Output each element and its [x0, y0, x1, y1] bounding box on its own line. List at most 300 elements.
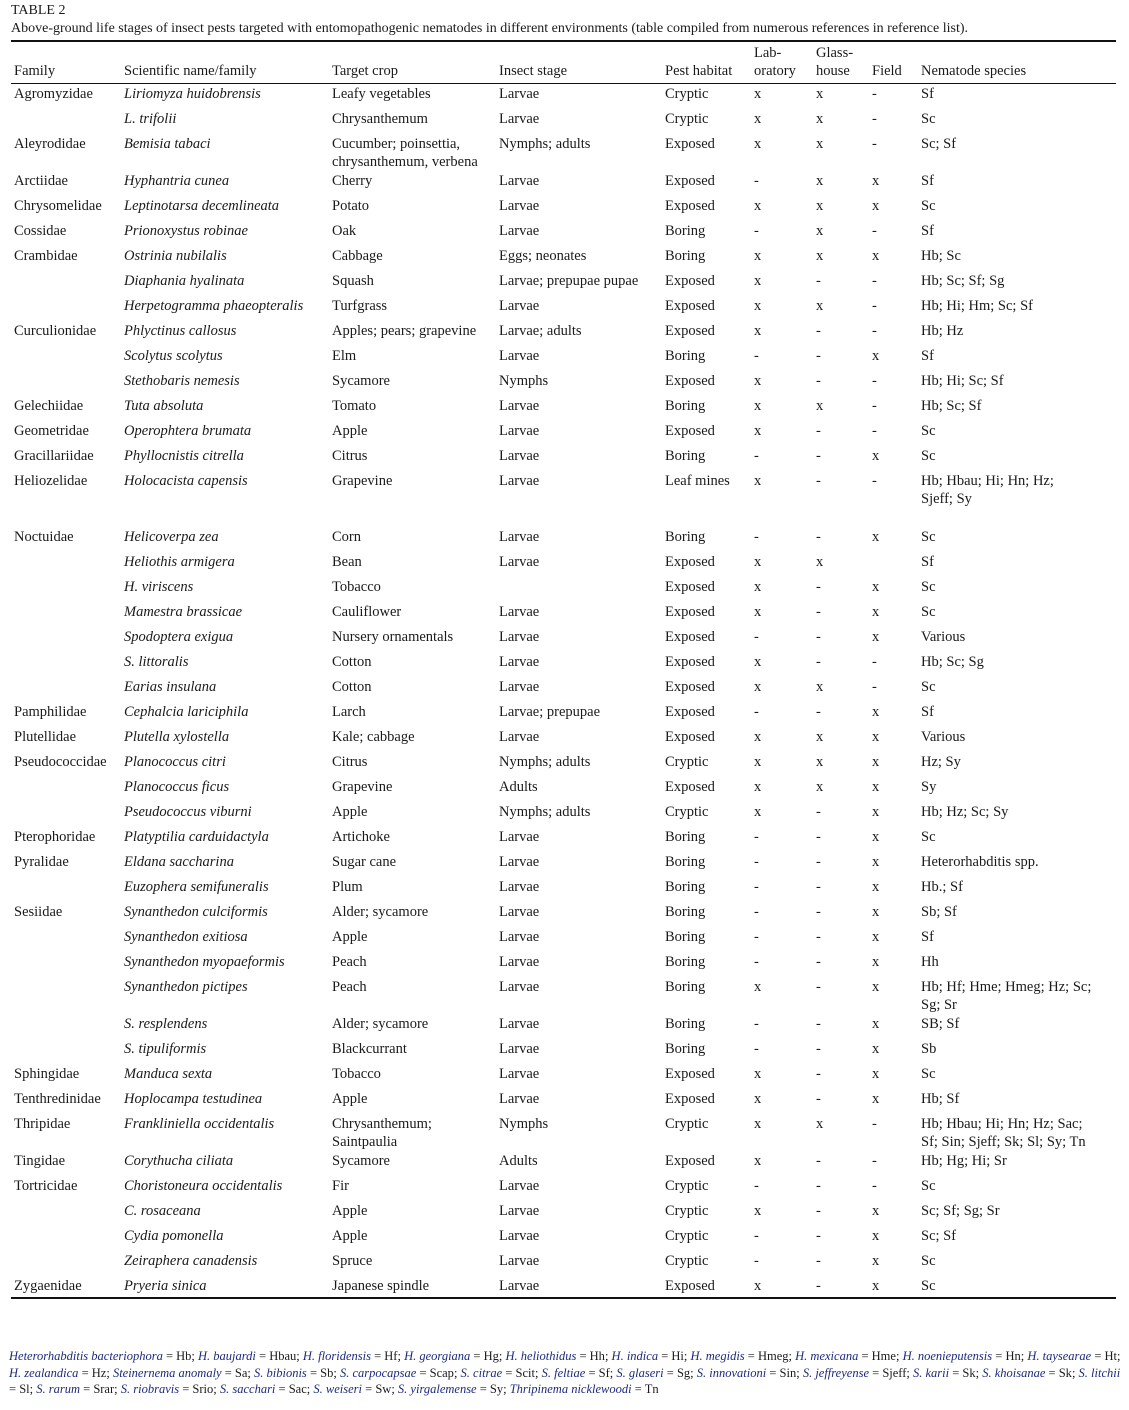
cell-family: Sphingidae [14, 1065, 80, 1082]
cell-laboratory: x [754, 653, 762, 670]
cell-field: x [872, 1040, 880, 1057]
cell-insect-stage: Larvae [499, 1177, 540, 1194]
cell-field: x [872, 803, 880, 820]
cell-glasshouse: - [816, 803, 821, 820]
table-row [11, 271, 1116, 296]
cell-scientific-name: Planococcus ficus [124, 778, 230, 795]
cell-family: Curculionidae [14, 322, 97, 339]
cell-nematode-species: SB; Sf [921, 1015, 960, 1032]
cell-pest-habitat: Exposed [665, 297, 715, 314]
cell-laboratory: - [754, 953, 759, 970]
footnote-abbreviation: Hmeg [757, 1349, 789, 1363]
cell-target-crop: Tobacco [332, 578, 381, 595]
cell-laboratory: - [754, 828, 759, 845]
table-caption: Above-ground life stages of insect pests targeted with entomopathogenic nematodes in different environments (table compiled from numerous references in reference list). [11, 21, 968, 36]
cell-pest-habitat: Boring [665, 1040, 706, 1057]
cell-nematode-species: Hb; Hi; Hm; Sc; Sf [921, 297, 1033, 314]
cell-family: Heliozelidae [14, 472, 88, 489]
cell-pest-habitat: Exposed [665, 703, 715, 720]
cell-glasshouse: - [816, 1277, 821, 1294]
table-row [11, 977, 1116, 1014]
cell-glasshouse: - [816, 447, 821, 464]
cell-insect-stage: Larvae; prepupae [499, 703, 601, 720]
table-row [11, 1151, 1116, 1176]
cell-scientific-name: Stethobaris nemesis [124, 372, 240, 389]
cell-scientific-name: Cydia pomonella [124, 1227, 224, 1244]
cell-scientific-name: Earias insulana [124, 678, 217, 695]
cell-nematode-species: Hb; Hg; Hi; Sr [921, 1152, 1007, 1169]
cell-scientific-name: L. trifolii [124, 110, 177, 127]
cell-target-crop: Peach [332, 978, 367, 995]
footnote-species-name: Heterorhabditis bacteriophora [9, 1349, 163, 1363]
cell-pest-habitat: Exposed [665, 678, 715, 695]
footnote-species-name: H. mexicana [795, 1349, 859, 1363]
cell-field: x [872, 347, 880, 364]
cell-glasshouse: - [816, 1177, 821, 1194]
cell-field: x [872, 703, 880, 720]
cell-scientific-name: Hoplocampa testudinea [124, 1090, 263, 1107]
cell-target-crop: Sugar cane [332, 853, 397, 870]
cell-family: Cossidae [14, 222, 67, 239]
cell-family [11, 371, 121, 396]
cell-pest-habitat: Boring [665, 1015, 706, 1032]
cell-laboratory: - [754, 528, 759, 545]
cell-laboratory: x [754, 297, 762, 314]
footnote-abbreviation: Sy [489, 1382, 504, 1396]
cell-field: - [872, 653, 877, 670]
cell-nematode-species: Sc [921, 1252, 936, 1269]
cell-laboratory: x [754, 322, 762, 339]
cell-insect-stage: Larvae [499, 903, 540, 920]
cell-target-crop: Potato [332, 197, 370, 214]
cell-scientific-name: Leptinotarsa decemlineata [124, 197, 280, 214]
cell-nematode-species: Sc; Sf [921, 135, 957, 152]
cell-scientific-name: Phyllocnistis citrella [124, 447, 244, 464]
cell-family: Plutellidae [14, 728, 77, 745]
cell-family [11, 1201, 121, 1226]
cell-glasshouse: x [816, 247, 824, 264]
footnote-abbreviation: Hh [589, 1349, 605, 1363]
cell-insect-stage: Adults [499, 1152, 538, 1169]
cell-nematode-species: Sc [921, 197, 936, 214]
cell-insect-stage: Larvae [499, 197, 540, 214]
cell-pest-habitat: Exposed [665, 578, 715, 595]
cell-pest-habitat: Boring [665, 928, 706, 945]
cell-field: x [872, 728, 880, 745]
cell-pest-habitat: Exposed [665, 1277, 715, 1294]
cell-target-crop: Apple [332, 1090, 368, 1107]
cell-laboratory: x [754, 197, 762, 214]
cell-insect-stage: Larvae [499, 628, 540, 645]
cell-nematode-species: Sf [921, 222, 934, 239]
cell-insect-stage: Larvae [499, 1252, 540, 1269]
cell-scientific-name: Scolytus scolytus [124, 347, 223, 364]
cell-target-crop: Bean [332, 553, 362, 570]
cell-insect-stage: Larvae [499, 528, 540, 545]
cell-field: - [872, 422, 877, 439]
cell-scientific-name: Pseudococcus viburni [124, 803, 252, 820]
cell-glasshouse: - [816, 603, 821, 620]
cell-target-crop: Cauliflower [332, 603, 402, 620]
cell-laboratory: x [754, 678, 762, 695]
cell-laboratory: x [754, 778, 762, 795]
cell-nematode-species: Sf [921, 703, 934, 720]
cell-pest-habitat: Exposed [665, 197, 715, 214]
cell-scientific-name: Bemisia tabaci [124, 135, 211, 152]
cell-insect-stage: Larvae [499, 953, 540, 970]
cell-laboratory: x [754, 728, 762, 745]
cell-field: x [872, 172, 880, 189]
cell-nematode-species: Hb; Hi; Sc; Sf [921, 372, 1004, 389]
table-row [11, 471, 1116, 527]
cell-scientific-name: H. viriscens [124, 578, 194, 595]
cell-family [11, 927, 121, 952]
cell-laboratory: x [754, 1152, 762, 1169]
cell-pest-habitat: Cryptic [665, 753, 709, 770]
cell-glasshouse: - [816, 272, 821, 289]
footnote-species-name: Steinernema anomaly [112, 1365, 222, 1380]
header-laboratory: Lab- oratory [754, 45, 796, 79]
cell-laboratory: - [754, 1015, 759, 1032]
cell-glasshouse: - [816, 628, 821, 645]
cell-laboratory: x [754, 110, 762, 127]
cell-insect-stage: Nymphs [499, 1115, 549, 1132]
cell-laboratory: x [754, 272, 762, 289]
table-row [11, 134, 1116, 171]
cell-nematode-species: Sc [921, 1065, 936, 1082]
cell-pest-habitat: Boring [665, 247, 706, 264]
footnote-species-name: H. floridensis [302, 1349, 371, 1363]
cell-target-crop: Grapevine [332, 778, 393, 795]
cell-glasshouse: x [816, 297, 824, 314]
cell-glasshouse: - [816, 1040, 821, 1057]
cell-target-crop: Apple [332, 928, 368, 945]
cell-field: x [872, 778, 880, 795]
table-row [11, 1064, 1116, 1089]
footnote-abbreviation: Sb [320, 1365, 334, 1380]
cell-glasshouse: - [816, 903, 821, 920]
cell-scientific-name: S. tipuliformis [124, 1040, 207, 1057]
cell-scientific-name: Planococcus citri [124, 753, 226, 770]
cell-laboratory: x [754, 578, 762, 595]
cell-family: Noctuidae [14, 528, 74, 545]
cell-target-crop: Apples; pears; grapevine [332, 322, 477, 339]
cell-glasshouse: - [816, 1015, 821, 1032]
cell-field: x [872, 753, 880, 770]
cell-laboratory: x [754, 1090, 762, 1107]
footnote-species-name: H. heliothidus [505, 1349, 577, 1363]
cell-insect-stage: Larvae [499, 1090, 540, 1107]
table-row [11, 577, 1116, 602]
cell-family [11, 977, 121, 1014]
cell-nematode-species: Sc [921, 603, 936, 620]
cell-laboratory: x [754, 603, 762, 620]
cell-nematode-species: Hh [921, 953, 939, 970]
footnote-species-name: H. noenieputensis [902, 1349, 993, 1363]
cell-laboratory: - [754, 347, 759, 364]
cell-pest-habitat: Cryptic [665, 110, 709, 127]
cell-field: x [872, 247, 880, 264]
table-row [11, 927, 1116, 952]
cell-glasshouse: x [816, 753, 824, 770]
cell-laboratory: - [754, 1252, 759, 1269]
cell-field: x [872, 1277, 880, 1294]
cell-pest-habitat: Exposed [665, 135, 715, 152]
cell-glasshouse: - [816, 472, 821, 489]
cell-laboratory: x [754, 135, 762, 152]
cell-family: Chrysomelidae [14, 197, 102, 214]
cell-field: - [872, 322, 877, 339]
cell-target-crop: Alder; sycamore [332, 903, 429, 920]
cell-family: Thripidae [14, 1115, 71, 1132]
cell-field: - [872, 1152, 877, 1169]
cell-field: - [872, 86, 877, 102]
cell-target-crop: Chrysanthemum [332, 110, 428, 127]
cell-field: - [872, 678, 877, 695]
cell-laboratory: - [754, 447, 759, 464]
cell-family [11, 802, 121, 827]
cell-field: x [872, 603, 880, 620]
cell-nematode-species: Heterorhabditis spp. [921, 853, 1039, 870]
cell-field [869, 552, 918, 577]
cell-target-crop: Tobacco [332, 1065, 381, 1082]
footnote-species-name: Thripinema nicklewoodi [509, 1382, 632, 1396]
table-row [11, 902, 1116, 927]
cell-family [11, 777, 121, 802]
footnote-species-name: S. yirgalemense [397, 1382, 477, 1396]
cell-target-crop: Artichoke [332, 828, 390, 845]
header-scientific-name: Scientific name/family [124, 63, 257, 79]
table-row [11, 552, 1116, 577]
cell-target-crop: Larch [332, 703, 366, 720]
table-label: TABLE 2 [11, 3, 66, 18]
cell-insect-stage: Eggs; neonates [499, 247, 587, 264]
cell-glasshouse: x [816, 86, 824, 102]
cell-pest-habitat: Boring [665, 953, 706, 970]
cell-field: - [872, 110, 877, 127]
table-row [11, 371, 1116, 396]
cell-glasshouse: - [816, 322, 821, 339]
cell-scientific-name: Helicoverpa zea [124, 528, 219, 545]
cell-pest-habitat: Exposed [665, 372, 715, 389]
cell-laboratory: - [754, 1227, 759, 1244]
cell-laboratory: - [754, 1040, 759, 1057]
cell-pest-habitat: Exposed [665, 553, 715, 570]
cell-field: x [872, 528, 880, 545]
cell-pest-habitat: Exposed [665, 1090, 715, 1107]
cell-glasshouse: - [816, 853, 821, 870]
cell-pest-habitat: Exposed [665, 653, 715, 670]
cell-scientific-name: Operophtera brumata [124, 422, 252, 439]
cell-pest-habitat: Cryptic [665, 1252, 709, 1269]
cell-nematode-species: Hb; Sc; Sf; Sg [921, 272, 1005, 289]
cell-target-crop: Cotton [332, 678, 372, 695]
cell-field: x [872, 928, 880, 945]
cell-scientific-name: Prionoxystus robinae [124, 222, 248, 239]
footnote-abbreviation: Hg [483, 1349, 499, 1363]
cell-family: Gelechiidae [14, 397, 84, 414]
table-row [11, 346, 1116, 371]
cell-scientific-name: Hyphantria cunea [124, 172, 230, 189]
table-row [11, 677, 1116, 702]
cell-field: x [872, 1065, 880, 1082]
cell-glasshouse: - [816, 878, 821, 895]
cell-glasshouse: - [816, 1065, 821, 1082]
table-row [11, 421, 1116, 446]
cell-target-crop: Citrus [332, 753, 368, 770]
table-row [11, 1039, 1116, 1064]
table-row [11, 1201, 1116, 1226]
cell-nematode-species: Sb [921, 1040, 937, 1057]
cell-scientific-name: Zeiraphera canadensis [124, 1252, 258, 1269]
cell-scientific-name: Manduca sexta [124, 1065, 213, 1082]
cell-family [11, 271, 121, 296]
header-family: Family [14, 63, 56, 79]
footnote-abbreviation: Srio [192, 1382, 214, 1396]
cell-field: x [872, 1227, 880, 1244]
cell-laboratory: x [754, 247, 762, 264]
cell-scientific-name: Synanthedon myopaeformis [124, 953, 285, 970]
cell-glasshouse: x [816, 197, 824, 214]
cell-nematode-species: Sc; Sf; Sg; Sr [921, 1202, 1000, 1219]
footnote-species-name: S. citrae [460, 1365, 503, 1380]
cell-field: x [872, 628, 880, 645]
footnote-species-name: S. khoisanae [982, 1365, 1046, 1380]
footnote-species-name: S. rarum [36, 1382, 80, 1396]
cell-scientific-name: Mamestra brassicae [124, 603, 243, 620]
cell-scientific-name: S. littoralis [124, 653, 189, 670]
cell-nematode-species: Hb; Hf; Hme; Hmeg; Hz; Sc; Sg; Sr [921, 978, 1092, 1013]
cell-pest-habitat: Exposed [665, 603, 715, 620]
cell-glasshouse: - [816, 928, 821, 945]
table-row [11, 221, 1116, 246]
cell-pest-habitat: Exposed [665, 272, 715, 289]
cell-family [11, 877, 121, 902]
cell-insect-stage: Larvae; prepupae pupae [499, 272, 639, 289]
cell-scientific-name: Pryeria sinica [124, 1277, 207, 1294]
cell-insect-stage: Larvae [499, 1065, 540, 1082]
cell-field: x [872, 1202, 880, 1219]
abbreviation-footnote: Heterorhabditis bacteriophora = Hb; H. baujardi = Hbau; H. floridensis = Hf; H. georgiana = Hg; H. heliothidus = Hh; H. indica = Hi; H. megidis = Hmeg; H. mexicana = Hme; H. noenieputensis = Hn; H. taysearae = Ht; H. zealandica = Hz; Steinernema anomaly = Sa; S. bibionis = Sb; S. carpocapsae = Scap; S. citrae = Scit; S. feltiae = Sf; S. glaseri = Sg; S. innovationi = Sin; S. jeffreyense = Sjeff; S. karii = Sk; S. khoisanae = Sk; S. litchii = Sl; S. rarum = Srar; S. riobravis = Srio; S. sacchari = Sac; S. weiseri = Sw; S. yirgalemense = Sy; Thripinema nicklewoodi = Tn [9, 1349, 1121, 1396]
cell-family: Pyralidae [14, 853, 69, 870]
footnote-species-name: S. litchii [1078, 1365, 1121, 1380]
cell-target-crop: Spruce [332, 1252, 373, 1269]
footnote-species-name: H. zealandica [9, 1365, 79, 1380]
cell-glasshouse: - [816, 828, 821, 845]
footnote-abbreviation: Scap [429, 1365, 454, 1380]
cell-field: x [872, 1252, 880, 1269]
cell-insect-stage: Larvae [499, 447, 540, 464]
cell-laboratory: - [754, 172, 759, 189]
footnote-abbreviation: Sl [19, 1382, 30, 1396]
cell-family: Sesiidae [14, 903, 63, 920]
pest-nematode-table [11, 40, 1116, 1299]
cell-family [11, 677, 121, 702]
footnote-abbreviation: Sjeff [882, 1365, 907, 1380]
cell-nematode-species: Sc [921, 422, 936, 439]
cell-insect-stage: Larvae [499, 853, 540, 870]
cell-nematode-species: Sc [921, 678, 936, 695]
cell-field: x [872, 978, 880, 995]
cell-insect-stage: Larvae [499, 878, 540, 895]
table-row [11, 802, 1116, 827]
cell-pest-habitat: Exposed [665, 728, 715, 745]
cell-pest-habitat: Exposed [665, 628, 715, 645]
cell-insect-stage: Larvae [499, 978, 540, 995]
cell-target-crop: Corn [332, 528, 361, 545]
cell-scientific-name: Synanthedon pictipes [124, 978, 248, 995]
cell-glasshouse: - [816, 1152, 821, 1169]
cell-family: Pterophoridae [14, 828, 96, 845]
cell-pest-habitat: Boring [665, 222, 706, 239]
cell-nematode-species: Sf [921, 86, 934, 102]
table-row [11, 1276, 1116, 1298]
cell-nematode-species: Sc [921, 1177, 936, 1194]
cell-scientific-name: Frankliniella occidentalis [124, 1115, 275, 1132]
cell-field: - [872, 1177, 877, 1194]
cell-field: - [872, 297, 877, 314]
cell-field: x [872, 853, 880, 870]
footnote-abbreviation: Ht [1104, 1349, 1118, 1363]
footnote-abbreviation: Sac [288, 1382, 307, 1396]
cell-pest-habitat: Boring [665, 397, 706, 414]
table-row [11, 527, 1116, 552]
cell-scientific-name: Phlyctinus callosus [124, 322, 237, 339]
cell-target-crop: Citrus [332, 447, 368, 464]
cell-scientific-name: Tuta absoluta [124, 397, 204, 414]
cell-pest-habitat: Exposed [665, 778, 715, 795]
cell-family [11, 552, 121, 577]
cell-laboratory: x [754, 1065, 762, 1082]
cell-insect-stage: Larvae [499, 1277, 540, 1294]
cell-field: x [872, 447, 880, 464]
cell-family [11, 346, 121, 371]
cell-target-crop: Nursery ornamentals [332, 628, 454, 645]
footnote-species-name: S. riobravis [120, 1382, 180, 1396]
footnote-species-name: H. megidis [690, 1349, 745, 1363]
cell-insect-stage: Larvae [499, 297, 540, 314]
table-row [11, 627, 1116, 652]
cell-glasshouse: x [816, 135, 824, 152]
table-row [11, 1089, 1116, 1114]
cell-nematode-species: Sc [921, 828, 936, 845]
footnote-species-name: S. sacchari [219, 1382, 276, 1396]
cell-scientific-name: Corythucha ciliata [124, 1152, 234, 1169]
cell-target-crop: Plum [332, 878, 363, 895]
footnote-species-name: S. weiseri [313, 1382, 363, 1396]
footnote-species-name: S. glaseri [616, 1365, 664, 1380]
table-row [11, 702, 1116, 727]
cell-nematode-species: Sc [921, 528, 936, 545]
cell-nematode-species: Sc [921, 447, 936, 464]
cell-insect-stage [496, 577, 662, 602]
cell-glasshouse: x [816, 728, 824, 745]
cell-glasshouse: - [816, 703, 821, 720]
header-pest-habitat: Pest habitat [665, 63, 733, 79]
cell-target-crop: Cherry [332, 172, 373, 189]
table-row [11, 196, 1116, 221]
cell-family: Geometridae [14, 422, 89, 439]
cell-insect-stage: Larvae [499, 347, 540, 364]
table-row [11, 396, 1116, 421]
cell-pest-habitat: Exposed [665, 1152, 715, 1169]
table-row [11, 727, 1116, 752]
cell-nematode-species: Sc [921, 110, 936, 127]
cell-field: - [872, 222, 877, 239]
cell-pest-habitat: Cryptic [665, 1115, 709, 1132]
cell-scientific-name: Diaphania hyalinata [124, 272, 245, 289]
cell-insect-stage: Larvae [499, 603, 540, 620]
